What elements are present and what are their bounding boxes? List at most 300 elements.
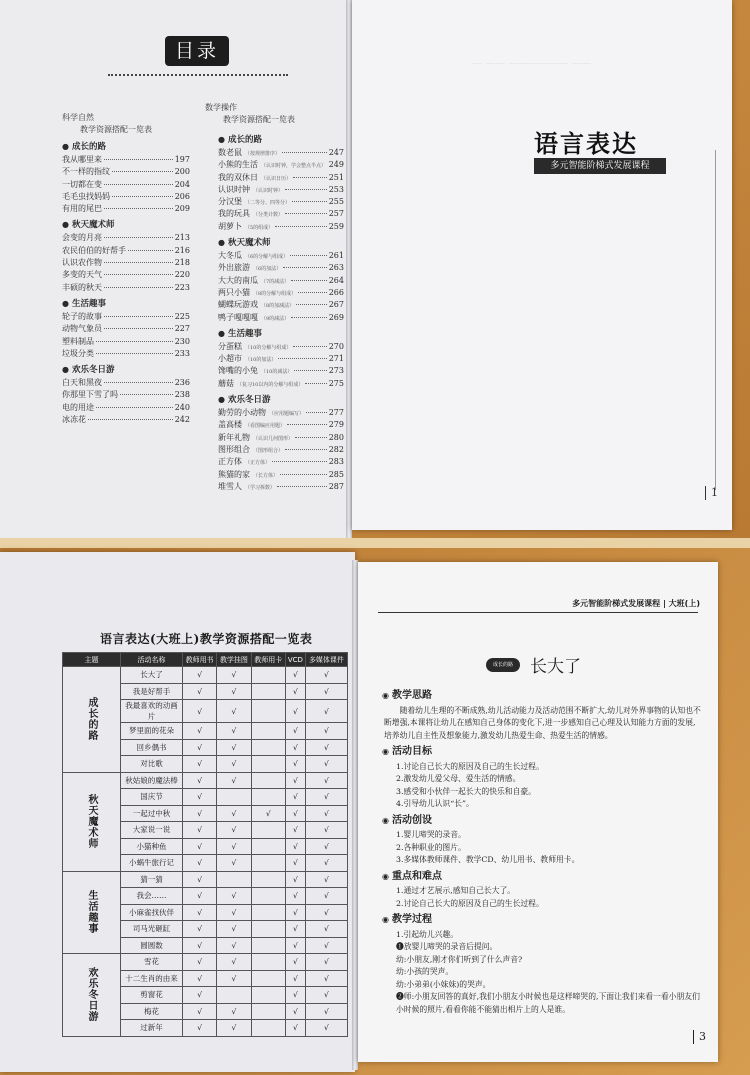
toc-entry-page: 283 xyxy=(328,457,344,467)
table-check-cell: √ xyxy=(183,756,217,773)
table-check-cell: √ xyxy=(285,683,305,700)
toc-section-heading: ● 欢乐冬日游 xyxy=(62,363,190,375)
table-check-cell: √ xyxy=(183,921,217,938)
table-check-cell xyxy=(251,683,285,700)
toc-leader-dots xyxy=(294,370,326,371)
cover-page xyxy=(352,0,732,530)
toc-entry-title: 有用的尾巴 xyxy=(62,204,102,214)
toc-entry-tag: （长方体） xyxy=(253,472,279,479)
toc-entry-title: 动物气象员 xyxy=(62,324,102,334)
toc-leader-dots xyxy=(285,189,327,190)
toc-entry-tag: （6的加法） xyxy=(253,266,282,273)
table-activity-cell: 一起过中秋 xyxy=(121,805,183,822)
cover-title: 语言表达 xyxy=(534,129,638,158)
table-check-cell: √ xyxy=(305,700,347,723)
table-check-cell: √ xyxy=(217,683,251,700)
toc-entry-title: 冰冻花 xyxy=(62,415,86,425)
page-number: 1 xyxy=(705,486,718,500)
toc-title: 目录 xyxy=(165,36,229,66)
table-check-cell: √ xyxy=(183,700,217,723)
header-wall-chart: 教学挂图 xyxy=(217,653,251,667)
header-teacher-card: 教师用卡 xyxy=(251,653,285,667)
table-check-cell: √ xyxy=(305,888,347,905)
toc-entry-tag: （6的分解与组成） xyxy=(245,254,289,261)
toc-section-heading: ● 生活趣事 xyxy=(62,297,190,309)
toc-leader-dots xyxy=(104,382,173,383)
table-check-cell: √ xyxy=(305,904,347,921)
toc-section-heading: ● 秋天魔术师 xyxy=(62,218,190,230)
toc-entry-page: 285 xyxy=(328,469,344,479)
toc-entry-page: 273 xyxy=(328,366,344,376)
toc-entry-page: 216 xyxy=(174,245,190,255)
toc-entry-title: 电的用途 xyxy=(62,402,94,412)
table-check-cell xyxy=(251,789,285,806)
toc-entry-tag: （看图编应用题） xyxy=(245,423,286,430)
toc-entry-title: 分汉堡 xyxy=(218,197,242,207)
toc-entry-tag: （学习拆数） xyxy=(245,484,276,491)
table-activity-cell: 圆圆数 xyxy=(121,937,183,954)
toc-entry-title: 丰硕的秋天 xyxy=(62,282,102,292)
table-theme-cell: 成长的路 xyxy=(63,667,121,773)
lesson-list-item: 3.多媒体教师课件、教学CD、幼儿用书、教师用卡。 xyxy=(396,855,580,864)
resource-table xyxy=(62,652,348,1037)
table-check-cell: √ xyxy=(305,805,347,822)
table-check-cell: √ xyxy=(251,805,285,822)
table-check-cell xyxy=(251,723,285,740)
toc-entry-page: 233 xyxy=(174,348,190,358)
table-activity-cell: 我最喜欢的动画片 xyxy=(121,700,183,723)
table-check-cell xyxy=(251,1003,285,1020)
toc-entry-tag: （图形组合） xyxy=(253,447,284,454)
toc-leader-dots xyxy=(298,292,327,293)
photo-divider xyxy=(0,538,750,548)
table-activity-cell: 剪窗花 xyxy=(121,987,183,1004)
table-check-cell: √ xyxy=(183,855,217,872)
toc-entry-title: 认识农作物 xyxy=(62,258,102,268)
table-check-cell: √ xyxy=(183,937,217,954)
toc-section-heading: ● 成长的路 xyxy=(62,140,190,152)
page-edge-rule xyxy=(715,150,716,490)
toc-entry xyxy=(218,287,344,299)
lesson-list-item: 1.通过才艺展示,感知自己长大了。 xyxy=(396,886,516,895)
table-check-cell: √ xyxy=(305,667,347,684)
table-row xyxy=(63,667,348,684)
toc-entry-title: 两只小猫 xyxy=(218,287,250,297)
toc-entry-title: 小熊的生活 xyxy=(218,160,258,170)
table-check-cell: √ xyxy=(285,970,305,987)
page-number: 3 xyxy=(693,1030,706,1044)
toc-leader-dots xyxy=(104,159,173,160)
table-check-cell xyxy=(251,921,285,938)
table-check-cell: √ xyxy=(305,822,347,839)
table-check-cell xyxy=(217,789,251,806)
toc-entry xyxy=(62,336,190,348)
table-activity-cell: 司马光砸缸 xyxy=(121,921,183,938)
toc-leader-dots xyxy=(104,274,173,275)
table-check-cell: √ xyxy=(217,954,251,971)
table-check-cell: √ xyxy=(183,723,217,740)
table-activity-cell: 梦里面的花朵 xyxy=(121,723,183,740)
toc-entry-page: 257 xyxy=(328,209,344,219)
toc-leader-dots xyxy=(295,437,327,438)
table-check-cell: √ xyxy=(183,838,217,855)
table-check-cell: √ xyxy=(285,921,305,938)
toc-entry-page: 206 xyxy=(174,191,190,201)
table-check-cell: √ xyxy=(305,1003,347,1020)
toc-entry-title: 多变的天气 xyxy=(62,270,102,280)
toc-entry-tag: （5的组成） xyxy=(245,224,274,231)
table-check-cell: √ xyxy=(183,805,217,822)
table-check-cell: √ xyxy=(285,667,305,684)
running-header: 多元智能阶梯式发展课程 | 大班(上) xyxy=(572,599,700,608)
table-check-cell: √ xyxy=(285,904,305,921)
table-check-cell: √ xyxy=(217,888,251,905)
toc-entry-page: 240 xyxy=(174,402,190,412)
resource-table-page xyxy=(0,552,355,1072)
toc-entry-page: 280 xyxy=(328,432,344,442)
toc-entry-page: 227 xyxy=(174,324,190,334)
lesson-list-item: 幼:小朋友,刚才你们听到了什么声音? xyxy=(396,954,523,964)
toc-entry-tag: （8的分解与组成） xyxy=(253,290,297,297)
toc-entry-page: 287 xyxy=(328,481,344,491)
toc-entry-page: 200 xyxy=(174,167,190,177)
toc-entry-title: 大冬瓜 xyxy=(218,251,242,261)
table-activity-cell: 雪花 xyxy=(121,954,183,971)
table-check-cell: √ xyxy=(217,772,251,789)
lesson-list-item: 2.讨论自己长大的原因及自己的生长过程。 xyxy=(396,898,544,908)
toc-entry-title: 堆雪人 xyxy=(218,481,242,491)
table-check-cell: √ xyxy=(183,871,217,888)
table-check-cell: √ xyxy=(285,855,305,872)
toc-entry xyxy=(62,414,190,426)
table-activity-cell: 梅花 xyxy=(121,1003,183,1020)
table-check-cell: √ xyxy=(183,683,217,700)
table-check-cell xyxy=(251,888,285,905)
header-multimedia: 多媒体课件 xyxy=(305,653,347,667)
table-activity-cell: 小猫种鱼 xyxy=(121,838,183,855)
toc-leader-dots xyxy=(120,394,173,395)
toc-leader-dots xyxy=(104,262,173,263)
toc-leader-dots xyxy=(104,208,173,209)
table-check-cell: √ xyxy=(183,954,217,971)
table-check-cell: √ xyxy=(305,683,347,700)
table-check-cell xyxy=(251,855,285,872)
toc-entry-title: 图形组合 xyxy=(218,444,250,454)
toc-entry-tag: （10的加法） xyxy=(245,357,277,364)
lesson-section-heading: ◉ 重点和难点 xyxy=(382,871,702,884)
toc-entry-title: 垃圾分类 xyxy=(62,348,94,358)
toc-entry-tag: （认识时钟） xyxy=(253,187,284,194)
toc-entry xyxy=(62,311,190,323)
toc-leader-dots xyxy=(293,177,327,178)
toc-entry-tag: （9的减法） xyxy=(261,315,290,322)
toc-entry-page: 282 xyxy=(328,444,344,454)
toc-leader-dots xyxy=(291,317,327,318)
toc-entry-title: 轮子的故事 xyxy=(62,311,102,321)
toc-entry-title: 我从哪里来 xyxy=(62,155,102,164)
table-activity-cell: 回乡偶书 xyxy=(121,739,183,756)
table-check-cell: √ xyxy=(305,987,347,1004)
table-activity-cell: 我会…… xyxy=(121,888,183,905)
table-check-cell: √ xyxy=(183,822,217,839)
table-activity-cell: 大家说一说 xyxy=(121,822,183,839)
resource-table-title: 语言表达(大班上)教学资源搭配一览表 xyxy=(100,632,313,646)
toc-page xyxy=(0,0,348,538)
toc-leader-dots xyxy=(104,328,173,329)
toc-entry-tag: （10的减法） xyxy=(261,369,293,376)
toc-entry-tag: （二等分、四等分） xyxy=(245,200,291,207)
toc-entry-page: 270 xyxy=(328,341,344,351)
table-check-cell: √ xyxy=(217,921,251,938)
toc-entry xyxy=(218,299,344,311)
table-activity-cell: 过新年 xyxy=(121,1020,183,1037)
toc-leader-dots xyxy=(277,486,327,487)
toc-leader-dots xyxy=(293,346,326,347)
right-column-heading: 数学操作 教学资源搭配一览表 xyxy=(205,103,295,124)
lesson-list-item: 2.激发幼儿爱父母、爱生活的情感。 xyxy=(396,774,521,783)
toc-entry-tag: （认识时钟，学会整点半点） xyxy=(261,163,327,170)
toc-entry-title: 新年礼物 xyxy=(218,432,250,442)
toc-entry-tag: （应用题编写） xyxy=(269,411,305,418)
toc-entry xyxy=(62,203,190,215)
toc-entry-page: 266 xyxy=(328,287,344,297)
toc-left-column xyxy=(62,137,190,426)
toc-entry-page: 230 xyxy=(174,336,190,346)
table-check-cell: √ xyxy=(285,987,305,1004)
table-activity-cell: 小蜗牛旅行记 xyxy=(121,855,183,872)
toc-leader-dots xyxy=(282,152,327,153)
table-check-cell xyxy=(251,1020,285,1037)
lesson-body xyxy=(384,686,702,1016)
table-check-cell: √ xyxy=(285,954,305,971)
toc-entry xyxy=(62,257,190,269)
toc-entry-page: 263 xyxy=(328,263,344,273)
toc-section-heading: ● 生活趣事 xyxy=(218,327,344,339)
table-activity-cell: 猜一猜 xyxy=(121,871,183,888)
toc-entry-page: 242 xyxy=(174,415,190,425)
toc-entry-page: 269 xyxy=(328,312,344,322)
toc-entry xyxy=(218,312,344,324)
toc-entry xyxy=(62,232,190,244)
table-check-cell xyxy=(251,838,285,855)
toc-entry xyxy=(218,481,344,493)
table-activity-cell: 小麻雀找伙伴 xyxy=(121,904,183,921)
table-activity-cell: 长大了 xyxy=(121,667,183,684)
table-check-cell: √ xyxy=(183,789,217,806)
toc-entry-title: 胡萝卜 xyxy=(218,221,242,231)
table-check-cell: √ xyxy=(217,1020,251,1037)
table-check-cell xyxy=(251,700,285,723)
toc-entry xyxy=(218,172,344,184)
toc-section-heading: ● 成长的路 xyxy=(218,133,344,145)
toc-entry xyxy=(62,166,190,178)
lesson-list-item: ❶放婴儿啼哭的录音后提问。 xyxy=(396,942,498,951)
toc-entry-title: 我的双休日 xyxy=(218,172,258,182)
table-theme-cell: 生活趣事 xyxy=(63,871,121,954)
header-vcd: VCD xyxy=(285,653,305,667)
toc-leader-dots xyxy=(292,201,327,202)
toc-leader-dots xyxy=(128,250,173,251)
toc-leader-dots xyxy=(112,171,173,172)
toc-entry xyxy=(218,147,344,159)
table-check-cell: √ xyxy=(183,772,217,789)
table-check-cell: √ xyxy=(305,921,347,938)
toc-entry-title: 外出旅游 xyxy=(218,263,250,273)
header-theme: 主题 xyxy=(63,653,121,667)
toc-entry-page: 218 xyxy=(174,258,190,268)
table-check-cell: √ xyxy=(217,904,251,921)
toc-entry xyxy=(62,323,190,335)
toc-entry-page: 275 xyxy=(328,378,344,388)
toc-entry-page: 213 xyxy=(174,233,190,243)
table-theme-cell: 秋天魔术师 xyxy=(63,772,121,871)
toc-entry xyxy=(218,159,344,171)
table-check-cell: √ xyxy=(305,970,347,987)
toc-entry xyxy=(62,245,190,257)
lesson-list-item: 3.感受和小伙伴一起长大的快乐和自豪。 xyxy=(396,786,536,796)
table-activity-cell: 十二生肖的由来 xyxy=(121,970,183,987)
table-check-cell: √ xyxy=(285,772,305,789)
table-check-cell: √ xyxy=(217,700,251,723)
toc-entry xyxy=(62,402,190,414)
table-check-cell: √ xyxy=(217,855,251,872)
toc-entry-title: 你那里下雪了吗 xyxy=(62,390,118,400)
toc-right-column xyxy=(218,130,344,493)
toc-entry-title: 塑料制品 xyxy=(62,336,94,346)
toc-entry-title: 农民伯伯的好帮手 xyxy=(62,245,126,255)
header-rule xyxy=(378,612,698,613)
toc-leader-dots xyxy=(290,255,327,256)
toc-entry xyxy=(218,407,344,419)
toc-entry-title: 数老鼠 xyxy=(218,148,242,157)
toc-entry-title: 鸭子嘎嘎嘎 xyxy=(218,312,258,322)
table-check-cell: √ xyxy=(217,739,251,756)
toc-entry-page: 204 xyxy=(174,179,190,189)
lesson-section-heading: ◉ 教学思路 xyxy=(382,690,702,703)
toc-entry-title: 一切都在变 xyxy=(62,179,102,189)
lesson-section-heading: ◉ 活动目标 xyxy=(382,746,702,759)
toc-entry xyxy=(218,208,344,220)
table-check-cell: √ xyxy=(285,1003,305,1020)
toc-entry xyxy=(218,196,344,208)
toc-entry-page: 225 xyxy=(174,311,190,321)
table-check-cell: √ xyxy=(285,822,305,839)
lesson-title: 长大了 xyxy=(530,657,581,677)
lesson-list-item: ❷师:小朋友回答的真好,我们小朋友小时候也是这样啼哭的,下面让我们来看一看小朋友们小时候的照片,看看你能不能猜出相片上的人是谁。 xyxy=(396,992,700,1014)
toc-entry-page: 223 xyxy=(174,282,190,292)
toc-leader-dots xyxy=(296,304,327,305)
toc-leader-dots xyxy=(272,461,327,462)
toc-entry-page: 261 xyxy=(328,251,344,261)
toc-entry-tag: （分类计数） xyxy=(253,212,284,219)
table-check-cell: √ xyxy=(285,789,305,806)
toc-leader-dots xyxy=(283,267,327,268)
table-check-cell: √ xyxy=(285,888,305,905)
table-check-cell: √ xyxy=(305,855,347,872)
toc-leader-dots xyxy=(275,226,327,227)
lesson-section-heading: ◉ 教学过程 xyxy=(382,914,702,927)
toc-section-heading: ● 欢乐冬日游 xyxy=(218,393,344,405)
toc-entry xyxy=(218,432,344,444)
table-row xyxy=(63,954,348,971)
table-check-cell: √ xyxy=(183,1020,217,1037)
table-check-cell xyxy=(251,904,285,921)
table-row xyxy=(63,772,348,789)
toc-entry xyxy=(218,365,344,377)
table-check-cell xyxy=(251,772,285,789)
lesson-list-item: 1.讨论自己长大的原因及自己的生长过程。 xyxy=(396,761,544,771)
toc-entry-title: 分蛋糕 xyxy=(218,341,242,351)
toc-leader-dots xyxy=(305,383,326,384)
table-check-cell: √ xyxy=(183,970,217,987)
toc-entry-title: 小超市 xyxy=(218,354,242,364)
table-activity-cell: 秋姑娘的魔法棒 xyxy=(121,772,183,789)
toc-leader-dots xyxy=(112,196,173,197)
lesson-list-item: 4.引导幼儿认识“长”。 xyxy=(396,799,474,808)
table-check-cell: √ xyxy=(183,667,217,684)
lesson-list-item: 幼:小孩的哭声。 xyxy=(396,967,454,976)
toc-entry xyxy=(218,184,344,196)
toc-entry xyxy=(62,179,190,191)
toc-entry-title: 盖高楼 xyxy=(218,420,242,430)
toc-entry-title: 会变的月亮 xyxy=(62,233,102,243)
toc-leader-dots xyxy=(285,449,327,450)
toc-entry-page: 197 xyxy=(174,155,190,164)
toc-entry xyxy=(62,389,190,401)
table-activity-cell: 对比歌 xyxy=(121,756,183,773)
header-teacher-book: 教师用书 xyxy=(183,653,217,667)
toc-entry-page: 255 xyxy=(328,197,344,207)
table-check-cell: √ xyxy=(183,739,217,756)
table-check-cell: √ xyxy=(217,838,251,855)
toc-entry-page: 264 xyxy=(328,275,344,285)
table-check-cell: √ xyxy=(305,756,347,773)
toc-entry-page: 209 xyxy=(174,204,190,214)
toc-entry-tag: （正方体） xyxy=(245,460,271,467)
table-check-cell: √ xyxy=(285,756,305,773)
table-check-cell: √ xyxy=(285,723,305,740)
table-check-cell: √ xyxy=(217,970,251,987)
table-check-cell: √ xyxy=(305,937,347,954)
table-check-cell: √ xyxy=(217,1003,251,1020)
table-check-cell: √ xyxy=(217,937,251,954)
table-check-cell xyxy=(251,937,285,954)
toc-entry-page: 247 xyxy=(328,148,344,157)
toc-entry-title: 勤劳的小动物 xyxy=(218,408,266,418)
toc-entry-tag: （按规律排序） xyxy=(245,151,281,157)
toc-entry xyxy=(218,456,344,468)
table-check-cell xyxy=(251,871,285,888)
toc-leader-dots xyxy=(291,280,327,281)
toc-entry xyxy=(218,353,344,365)
toc-leader-dots xyxy=(104,184,173,185)
toc-entry xyxy=(218,469,344,481)
toc-entry-title: 我的玩具 xyxy=(218,209,250,219)
toc-entry-page: 271 xyxy=(328,354,344,364)
toc-entry-title: 白天和黑夜 xyxy=(62,378,102,388)
table-check-cell: √ xyxy=(305,954,347,971)
toc-entry-title: 熊猫的家 xyxy=(218,469,250,479)
toc-entry-page: 238 xyxy=(174,390,190,400)
toc-entry xyxy=(218,262,344,274)
toc-entry xyxy=(62,269,190,281)
table-check-cell xyxy=(251,970,285,987)
toc-entry-page: 220 xyxy=(174,270,190,280)
table-check-cell xyxy=(251,756,285,773)
table-check-cell: √ xyxy=(217,805,251,822)
toc-entry-tag: （认识几何图形） xyxy=(253,435,294,442)
table-check-cell: √ xyxy=(285,937,305,954)
